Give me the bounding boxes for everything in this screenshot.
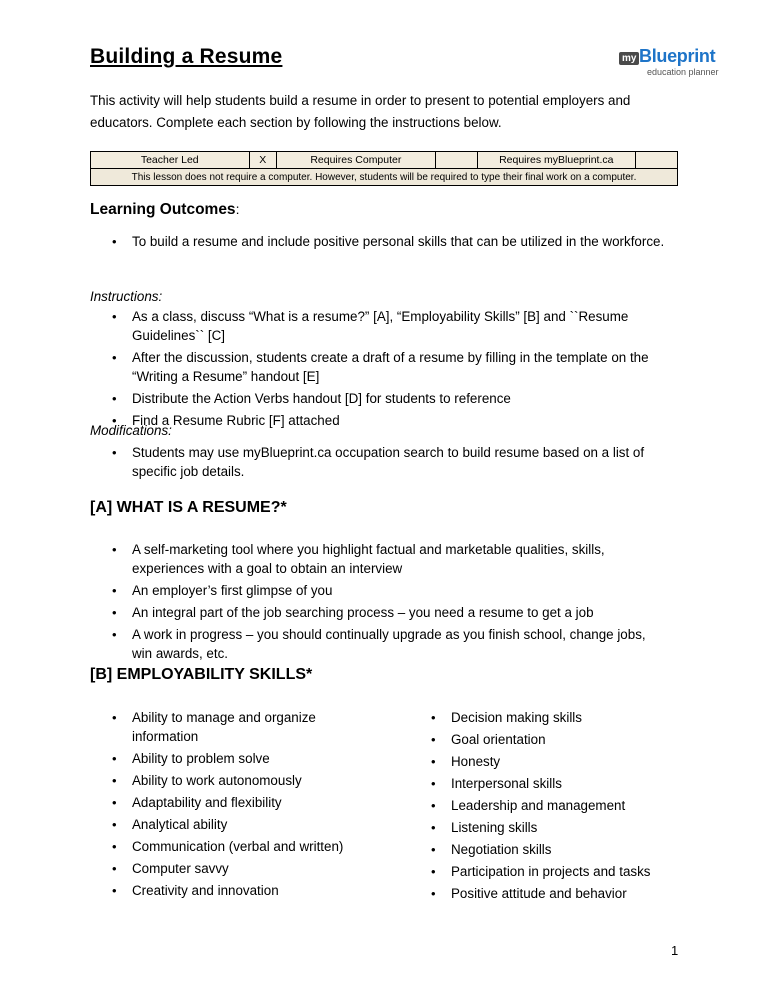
list-item: • Participation in projects and tasks [427, 862, 697, 881]
list-item: • To build a resume and include positive personal skills that can be utilized in the workforce. [108, 232, 668, 251]
skills-list-right [427, 708, 697, 906]
section-a-heading: [A] WHAT IS A RESUME?* [90, 499, 287, 516]
modifications-label: Modifications: [90, 423, 172, 438]
logo-brand: Blueprint [639, 46, 716, 66]
list-item: • Decision making skills [427, 708, 697, 727]
learning-outcomes-heading [90, 201, 239, 219]
requires-myblueprint-label: Requires myBlueprint.ca [477, 152, 636, 169]
list-item: • Honesty [427, 752, 697, 771]
section-a-list [108, 540, 668, 666]
list-item: • Positive attitude and behavior [427, 884, 697, 903]
requires-computer-label: Requires Computer [277, 152, 436, 169]
list-item: • Computer savvy [108, 859, 373, 878]
learning-outcomes-list [108, 232, 668, 254]
list-item: • Leadership and management [427, 796, 697, 815]
list-item: • A work in progress – you should continually upgrade as you finish school, change jobs, win awards, etc. [108, 625, 668, 663]
modifications-list [108, 443, 678, 484]
intro-paragraph: This activity will help students build a resume in order to present to potential employers and educators. Complete each section by following the instructions below. [90, 93, 631, 130]
teacher-led-label: Teacher Led [91, 152, 250, 169]
list-item: • Creativity and innovation [108, 881, 373, 900]
list-item: • Interpersonal skills [427, 774, 697, 793]
list-item: • An integral part of the job searching process – you need a resume to get a job [108, 603, 668, 622]
requires-computer-mark [435, 152, 477, 169]
teacher-led-mark: X [249, 152, 277, 169]
list-item: • Negotiation skills [427, 840, 697, 859]
list-item: • Find a Resume Rubric [F] attached [108, 411, 688, 430]
requires-myblueprint-mark [636, 152, 678, 169]
page-title: Building a Resume [90, 45, 283, 68]
list-item: • Adaptability and flexibility [108, 793, 373, 812]
list-item: • Communication (verbal and written) [108, 837, 373, 856]
learning-outcomes-title: Learning Outcomes [90, 201, 236, 218]
lesson-note: This lesson does not require a computer. However, students will be required to type their final work on a computer. [91, 169, 678, 186]
list-item: • Analytical ability [108, 815, 373, 834]
list-item: • Students may use myBlueprint.ca occupation search to build resume based on a list of specific job details. [108, 443, 678, 481]
list-item: • After the discussion, students create a draft of a resume by filling in the template on the “Writing a Resume” handout [E] [108, 348, 688, 386]
list-item: • An employer’s first glimpse of you [108, 581, 668, 600]
instructions-label: Instructions: [90, 289, 163, 304]
list-item: • Distribute the Action Verbs handout [D] for students to reference [108, 389, 688, 408]
list-item: • Ability to manage and organize information [108, 708, 373, 746]
instructions-list [108, 307, 688, 433]
list-item: • As a class, discuss “What is a resume?” [A], “Employability Skills” [B] and ``Resume Guidelines`` [C] [108, 307, 688, 345]
logo-my: my [619, 52, 639, 65]
logo-tagline: education planner [647, 67, 719, 77]
section-b-heading: [B] EMPLOYABILITY SKILLS* [90, 666, 313, 683]
list-item: • A self-marketing tool where you highlight factual and marketable qualities, skills, experiences with a goal to obtain an interview [108, 540, 668, 578]
myblueprint-logo [619, 46, 719, 78]
list-item: • Goal orientation [427, 730, 697, 749]
page-number: 1 [671, 943, 679, 958]
list-item: • Ability to work autonomously [108, 771, 373, 790]
skills-list-left [108, 708, 373, 903]
lesson-requirements-table [90, 151, 678, 186]
learning-outcomes-colon: : [235, 201, 240, 217]
list-item: • Ability to problem solve [108, 749, 373, 768]
list-item: • Listening skills [427, 818, 697, 837]
